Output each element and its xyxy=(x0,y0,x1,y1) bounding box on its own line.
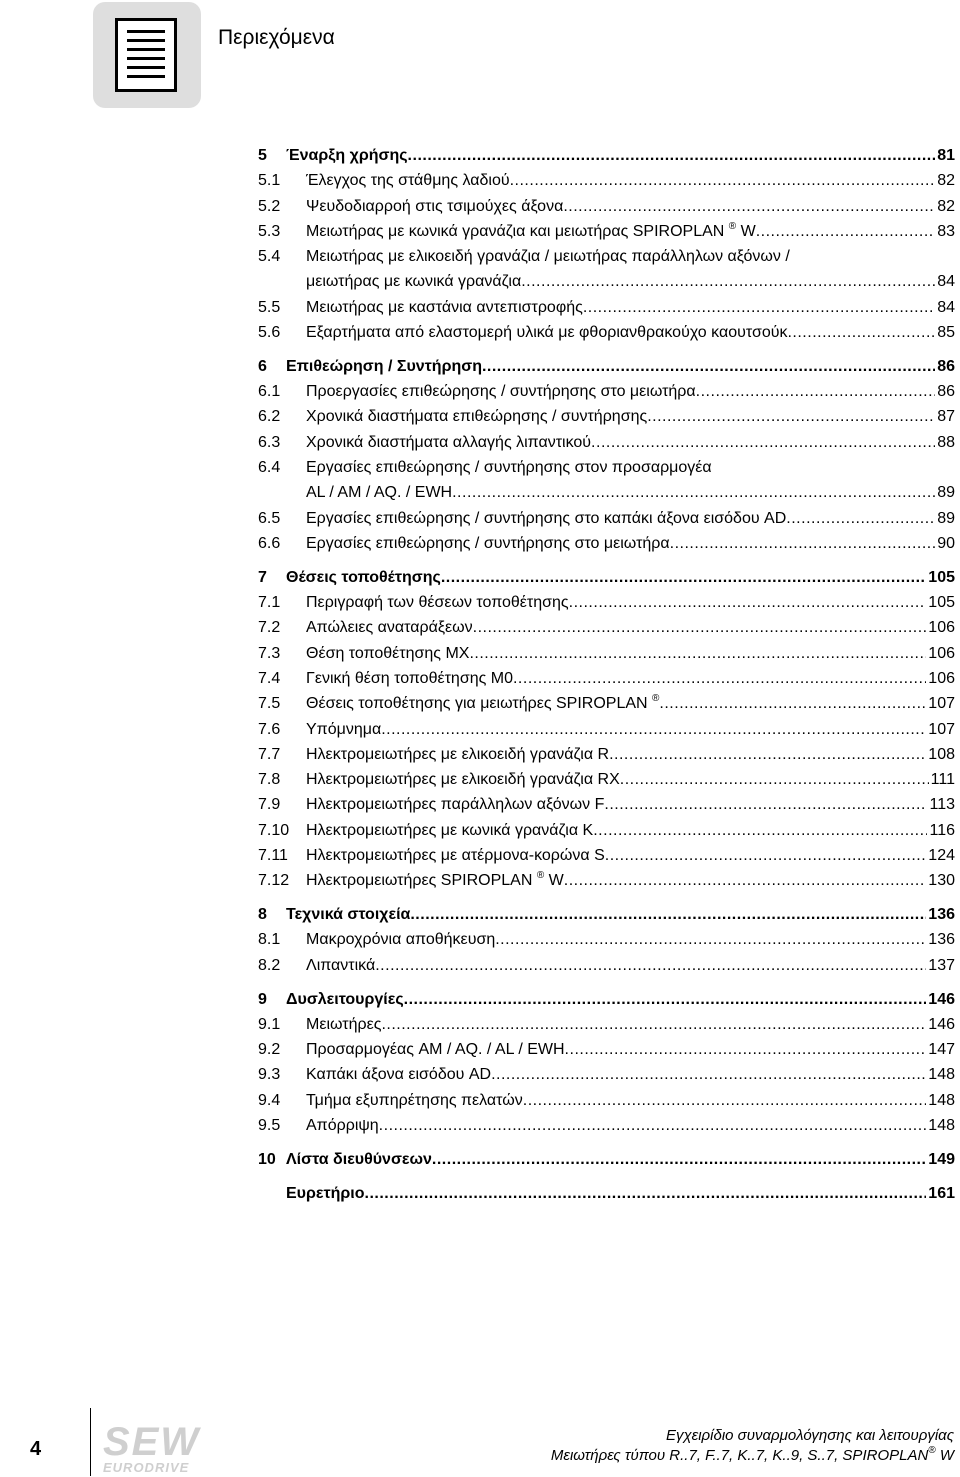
toc-entry-title xyxy=(306,194,563,219)
toc-entry-page: 161 xyxy=(928,1184,955,1202)
toc-entry-title-text: Λιπαντικά xyxy=(306,956,376,974)
dot-leader xyxy=(441,565,926,590)
toc-section-entry[interactable] xyxy=(258,1088,955,1113)
toc-chapter-entry[interactable] xyxy=(258,902,955,927)
toc-entry-number: 7.1 xyxy=(258,594,281,612)
toc-entry-title-text: Απόρριψη xyxy=(306,1116,379,1134)
toc-entry-title-text: Ηλεκτρομειωτήρες με ελικοειδή γρανάζια RX xyxy=(306,771,620,789)
toc-entry-title xyxy=(306,269,521,294)
toc-section-entry[interactable] xyxy=(258,691,955,716)
toc-entry-title-text: Περιγραφή των θέσεων τοποθέτησης xyxy=(306,594,569,612)
toc-entry-title-text: μειωτήρας με κωνικά γρανάζια xyxy=(306,273,522,291)
dot-leader xyxy=(593,818,927,843)
registered-mark: ® xyxy=(728,220,737,232)
dot-leader xyxy=(609,742,926,767)
toc-section-entry[interactable] xyxy=(258,868,955,893)
toc-section-entry[interactable] xyxy=(258,506,955,531)
toc-entry-number: 5.4 xyxy=(258,248,281,266)
toc-entry-title xyxy=(306,1113,379,1138)
toc-entry-title xyxy=(306,1012,381,1037)
toc-entry-title-text: Τμήμα εξυπηρέτησης πελατών xyxy=(306,1091,523,1109)
dot-leader xyxy=(404,987,927,1012)
toc-entry-title xyxy=(286,354,482,379)
toc-entry-number: 8.1 xyxy=(258,931,281,949)
registered-mark: ® xyxy=(652,693,660,705)
toc-entry-number: 7.7 xyxy=(258,745,281,763)
toc-entry-page: 84 xyxy=(937,273,955,291)
toc-section-entry[interactable] xyxy=(258,767,955,792)
toc-entry-page: 89 xyxy=(937,509,955,527)
toc-entry-number: 8.2 xyxy=(258,956,281,974)
toc-section-entry[interactable] xyxy=(258,666,955,691)
toc-entry-title xyxy=(306,666,513,691)
toc-entry-title-text: Ηλεκτρομειωτήρες με ατέρμονα-κορώνα S xyxy=(306,847,605,865)
dot-leader xyxy=(563,194,935,219)
toc-entry-page: 148 xyxy=(928,1066,955,1084)
toc-entry-title-text: Εργασίες επιθεώρησης / συντήρησης στο καπάκι άξονα εισόδου AD xyxy=(306,509,787,527)
dot-leader xyxy=(510,168,936,193)
toc-entry-number: 7.2 xyxy=(258,619,281,637)
toc-entry-page: 106 xyxy=(928,669,955,687)
toc-entry-page: 83 xyxy=(937,222,955,240)
toc-entry-title xyxy=(286,987,404,1012)
toc-section-entry[interactable] xyxy=(258,641,955,666)
toc-entry-title-text: Απώλειες αναταράξεων xyxy=(306,619,473,637)
dot-leader xyxy=(495,927,926,952)
dot-leader xyxy=(591,430,935,455)
toc-section-entry[interactable] xyxy=(258,1062,955,1087)
toc-entry-number: 6 xyxy=(258,357,267,375)
dot-leader xyxy=(756,219,936,244)
toc-entry-number: 9.2 xyxy=(258,1041,281,1059)
toc-entry-page: 113 xyxy=(929,796,955,814)
logo-sub: EURODRIVE xyxy=(103,1460,190,1475)
toc-entry-title xyxy=(306,480,452,505)
dot-leader xyxy=(521,269,935,294)
toc-entry-title xyxy=(306,843,605,868)
footer-line-2 xyxy=(551,1446,954,1466)
toc-entry-title-text: Ηλεκτρομειωτήρες SPIROPLAN xyxy=(306,872,533,890)
toc-entry-title-text: AL / AM / AQ. / EWH xyxy=(306,484,453,502)
page-title: Περιεχόμενα xyxy=(218,26,335,49)
toc-entry-number: 6.5 xyxy=(258,509,281,527)
dot-leader xyxy=(491,1062,926,1087)
toc-entry-title xyxy=(286,565,441,590)
toc-entry-title-text: Εξαρτήματα από ελαστομερή υλικά με φθοριανθρακούχο καουτσούκ xyxy=(306,324,788,342)
toc-entry-number: 10 xyxy=(258,1150,276,1168)
toc-entry-title-text: Ευρετήριο xyxy=(286,1184,365,1202)
toc-entry-page: 85 xyxy=(937,324,955,342)
toc-section-entry[interactable] xyxy=(258,295,955,320)
toc-entry-title xyxy=(306,1062,491,1087)
toc-chapter-entry[interactable] xyxy=(258,1147,955,1172)
toc-entry-title-text: Δυσλειτουργίες xyxy=(286,990,404,1008)
dot-leader xyxy=(469,641,926,666)
toc-chapter-entry[interactable] xyxy=(258,354,955,379)
toc-entry-title-text: Ψευδοδιαρροή στις τσιμούχες άξονα xyxy=(306,197,564,215)
toc-section-entry[interactable] xyxy=(258,1012,955,1037)
dot-leader xyxy=(410,902,926,927)
toc-entry-number: 9.4 xyxy=(258,1091,281,1109)
footer-document-title xyxy=(551,1426,954,1466)
dot-leader xyxy=(647,404,935,429)
toc-entry-title xyxy=(306,792,604,817)
toc-entry-title-text: Επιθεώρηση / Συντήρηση xyxy=(286,357,482,375)
toc-section-entry[interactable] xyxy=(258,455,955,480)
toc-entry-page: 107 xyxy=(928,720,955,738)
toc-entry-title-text: Καπάκι άξονα εισόδου AD xyxy=(306,1066,492,1084)
toc-entry-title-text: Μειωτήρας με καστάνια αντεπιστροφής xyxy=(306,298,583,316)
toc-chapter-entry[interactable] xyxy=(258,987,955,1012)
toc-entry-page: 137 xyxy=(928,956,955,974)
dot-leader xyxy=(379,1113,927,1138)
footer-line-2-suffix: W xyxy=(935,1447,954,1464)
dot-leader xyxy=(605,843,927,868)
registered-mark: ® xyxy=(928,1445,936,1456)
toc-entry-page: 130 xyxy=(928,872,955,890)
toc-chapter-entry[interactable] xyxy=(258,143,955,168)
dot-leader xyxy=(786,506,935,531)
toc-entry-title xyxy=(306,927,495,952)
toc-entry-title xyxy=(306,1037,565,1062)
toc-entry-page: 149 xyxy=(928,1150,955,1168)
toc-entry-number: 5.3 xyxy=(258,222,281,240)
toc-chapter-entry[interactable] xyxy=(258,565,955,590)
toc-entry-title-text: Θέση τοποθέτησης MX xyxy=(306,644,470,662)
toc-section-entry[interactable] xyxy=(258,590,955,615)
toc-entry-page: 106 xyxy=(928,644,955,662)
dot-leader xyxy=(513,666,926,691)
toc-entry-title xyxy=(306,953,375,978)
dot-leader xyxy=(381,717,926,742)
footer-line-2-prefix: Μειωτήρες τύπου R..7, F..7, K..7, K..9, S..7, SPIROPLAN xyxy=(550,1447,929,1464)
toc-entry-title xyxy=(306,590,569,615)
toc-entry-title-text: Ηλεκτρομειωτήρες παράλληλων αξόνων F xyxy=(306,796,605,814)
toc-entry-title-text: Ηλεκτρομειωτήρες με ελικοειδή γρανάζια R xyxy=(306,745,610,763)
toc-entry-title xyxy=(306,379,696,404)
toc-entry-page: 105 xyxy=(928,568,955,586)
toc-entry-title-text: Χρονικά διαστήματα αλλαγής λιπαντικού xyxy=(306,433,592,451)
dot-leader xyxy=(408,143,936,168)
toc-entry-page: 81 xyxy=(937,147,955,164)
toc-entry-number: 5 xyxy=(258,147,267,164)
toc-entry-title xyxy=(306,506,786,531)
toc-entry-number: 6.1 xyxy=(258,383,281,401)
dot-leader xyxy=(452,480,935,505)
toc-entry-title xyxy=(286,902,410,927)
toc-entry-page: 105 xyxy=(928,594,955,612)
toc-entry-page: 86 xyxy=(937,383,955,401)
toc-entry-number: 7.8 xyxy=(258,771,281,789)
toc-entry-page: 107 xyxy=(928,695,955,713)
toc-entry-page: 88 xyxy=(937,433,955,451)
toc-entry-title-text: Μειωτήρας με ελικοειδή γρανάζια / μειωτήρας παράλληλων αξόνων / xyxy=(306,248,790,266)
toc-entry-number: 6.2 xyxy=(258,408,281,426)
toc-entry-number: 7.3 xyxy=(258,644,281,662)
toc-entry-number: 7.11 xyxy=(258,847,288,865)
toc-section-entry[interactable] xyxy=(258,843,955,868)
toc-section-entry[interactable] xyxy=(258,1113,955,1138)
toc-section-entry[interactable] xyxy=(258,480,955,505)
toc-entry-number: 6.6 xyxy=(258,534,281,552)
toc-entry-title-text: Υπόμνημα xyxy=(306,720,382,738)
dot-leader xyxy=(787,320,935,345)
toc-entry-title-suffix: W xyxy=(736,222,756,240)
dot-leader xyxy=(670,531,936,556)
toc-entry-title xyxy=(306,742,609,767)
toc-entry-title xyxy=(306,531,670,556)
toc-chapter-entry[interactable] xyxy=(258,1181,955,1206)
dot-leader xyxy=(565,1037,927,1062)
toc-entry-page: 124 xyxy=(928,847,955,865)
toc-entry-title xyxy=(286,143,408,168)
toc-entry-title xyxy=(306,615,473,640)
footer-divider xyxy=(90,1408,91,1476)
logo-main: SEW xyxy=(103,1420,201,1464)
toc-entry-title-text: Λίστα διευθύνσεων xyxy=(286,1150,432,1168)
toc-section-entry[interactable] xyxy=(258,615,955,640)
dot-leader xyxy=(569,590,927,615)
toc-entry-title xyxy=(306,430,591,455)
toc-entry-number: 7.5 xyxy=(258,695,281,713)
toc-entry-title-text: Μειωτήρες xyxy=(306,1015,382,1033)
toc-entry-page: 111 xyxy=(930,771,955,789)
toc-entry-number: 6.4 xyxy=(258,459,281,477)
toc-entry-number: 5.6 xyxy=(258,324,281,342)
toc-section-entry[interactable] xyxy=(258,219,955,244)
footer-line-1: Εγχειρίδιο συναρμολόγησης και λειτουργίας xyxy=(665,1427,954,1444)
toc-section-entry[interactable] xyxy=(258,379,955,404)
toc-entry-title-text: Έλεγχος της στάθμης λαδιού xyxy=(306,172,510,190)
toc-section-entry[interactable] xyxy=(258,927,955,952)
toc-entry-page: 90 xyxy=(937,534,955,552)
toc-entry-title xyxy=(306,244,790,269)
toc-entry-number: 5.5 xyxy=(258,298,281,316)
dot-leader xyxy=(375,953,926,978)
toc-entry-number: 9 xyxy=(258,990,267,1008)
toc-entry-title-text: Χρονικά διαστήματα επιθεώρησης / συντήρησης xyxy=(306,408,648,426)
toc-entry-number: 9.3 xyxy=(258,1066,281,1084)
dot-leader xyxy=(583,295,935,320)
toc-entry-title xyxy=(306,1088,523,1113)
toc-section-entry[interactable] xyxy=(258,742,955,767)
page-number: 4 xyxy=(30,1438,42,1460)
dot-leader xyxy=(659,691,926,716)
toc-entry-title-text: Εργασίες επιθεώρησης / συντήρησης στο μειωτήρα xyxy=(306,534,670,552)
dot-leader xyxy=(620,767,929,792)
toc-entry-title xyxy=(306,295,583,320)
toc-entry-title xyxy=(306,691,659,716)
toc-entry-title-suffix: W xyxy=(544,872,564,890)
toc-entry-title xyxy=(306,767,620,792)
toc-entry-title-text: Ηλεκτρομειωτήρες με κωνικά γρανάζια K xyxy=(306,821,594,839)
dot-leader xyxy=(482,354,935,379)
sew-eurodrive-logo xyxy=(103,1420,207,1476)
toc-entry-number: 9.1 xyxy=(258,1015,281,1033)
toc-entry-title xyxy=(306,818,593,843)
table-of-contents xyxy=(258,143,955,1206)
toc-section-entry[interactable] xyxy=(258,717,955,742)
toc-entry-title xyxy=(306,717,381,742)
toc-entry-page: 87 xyxy=(937,408,955,426)
document-icon xyxy=(115,18,177,92)
toc-section-entry[interactable] xyxy=(258,792,955,817)
toc-section-entry[interactable] xyxy=(258,953,955,978)
toc-entry-title xyxy=(306,868,564,893)
dot-leader xyxy=(473,615,927,640)
dot-leader xyxy=(564,868,927,893)
toc-entry-page: 136 xyxy=(928,906,955,924)
toc-section-entry[interactable] xyxy=(258,320,955,345)
toc-entry-number: 8 xyxy=(258,906,267,924)
toc-entry-page: 82 xyxy=(937,197,955,215)
toc-section-entry[interactable] xyxy=(258,404,955,429)
toc-entry-title xyxy=(306,168,510,193)
toc-entry-number: 7.12 xyxy=(258,872,290,890)
toc-entry-page: 108 xyxy=(928,745,955,763)
toc-entry-number: 7 xyxy=(258,568,267,586)
toc-entry-page: 147 xyxy=(928,1041,955,1059)
toc-entry-page: 84 xyxy=(937,298,955,316)
toc-entry-number: 5.1 xyxy=(258,172,281,190)
toc-entry-title-text: Προσαρμογέας AM / AQ. / AL / EWH xyxy=(306,1041,565,1059)
toc-entry-page: 116 xyxy=(929,821,955,839)
toc-entry-title-text: Προεργασίες επιθεώρησης / συντήρησης στο μειωτήρα xyxy=(306,383,696,401)
toc-section-entry[interactable] xyxy=(258,430,955,455)
dot-leader xyxy=(381,1012,926,1037)
toc-section-entry[interactable] xyxy=(258,194,955,219)
toc-entry-page: 86 xyxy=(937,357,955,375)
toc-entry-number: 7.4 xyxy=(258,669,281,687)
toc-entry-title-text: Έναρξη χρήσης xyxy=(286,147,408,164)
dot-leader xyxy=(604,792,927,817)
dot-leader xyxy=(523,1088,927,1113)
toc-entry-page: 146 xyxy=(928,990,955,1008)
toc-entry-page: 146 xyxy=(928,1015,955,1033)
toc-entry-page: 148 xyxy=(928,1116,955,1134)
header-icon-box xyxy=(93,2,201,108)
toc-entry-number: 5.2 xyxy=(258,197,281,215)
toc-section-entry[interactable] xyxy=(258,244,955,269)
toc-entry-title xyxy=(306,641,469,666)
toc-entry-page: 136 xyxy=(928,931,955,949)
toc-entry-number: 9.5 xyxy=(258,1116,281,1134)
toc-section-entry[interactable] xyxy=(258,818,955,843)
toc-entry-title-text: Θέσεις τοποθέτησης xyxy=(286,568,441,586)
toc-entry-page: 82 xyxy=(937,172,955,190)
toc-section-entry[interactable] xyxy=(258,168,955,193)
toc-entry-page: 106 xyxy=(928,619,955,637)
toc-entry-title xyxy=(306,455,712,480)
toc-entry-title-text: Γενική θέση τοποθέτησης M0 xyxy=(306,669,513,687)
toc-section-entry[interactable] xyxy=(258,531,955,556)
toc-entry-title xyxy=(306,404,647,429)
dot-leader xyxy=(696,379,936,404)
toc-section-entry[interactable] xyxy=(258,269,955,294)
toc-section-entry[interactable] xyxy=(258,1037,955,1062)
toc-entry-page: 148 xyxy=(928,1091,955,1109)
toc-entry-title-text: Θέσεις τοποθέτησης για μειωτήρες SPIROPLAN xyxy=(306,695,648,713)
toc-entry-number: 7.6 xyxy=(258,720,281,738)
toc-entry-page: 89 xyxy=(937,484,955,502)
dot-leader xyxy=(432,1147,926,1172)
toc-entry-title xyxy=(306,320,787,345)
dot-leader xyxy=(365,1181,927,1206)
registered-mark: ® xyxy=(536,870,545,882)
toc-entry-title-text: Τεχνικά στοιχεία xyxy=(286,906,411,924)
toc-entry-title-text: Εργασίες επιθεώρησης / συντήρησης στον προσαρμογέα xyxy=(306,459,712,477)
toc-entry-title-text: Μειωτήρας με κωνικά γρανάζια και μειωτήρας SPIROPLAN xyxy=(306,222,725,240)
toc-entry-title xyxy=(306,219,756,244)
toc-entry-number: 7.9 xyxy=(258,796,281,814)
toc-entry-number: 7.10 xyxy=(258,821,290,839)
toc-entry-title xyxy=(286,1147,432,1172)
toc-entry-title xyxy=(286,1181,365,1206)
toc-entry-title-text: Μακροχρόνια αποθήκευση xyxy=(306,931,496,949)
toc-entry-number: 6.3 xyxy=(258,433,281,451)
